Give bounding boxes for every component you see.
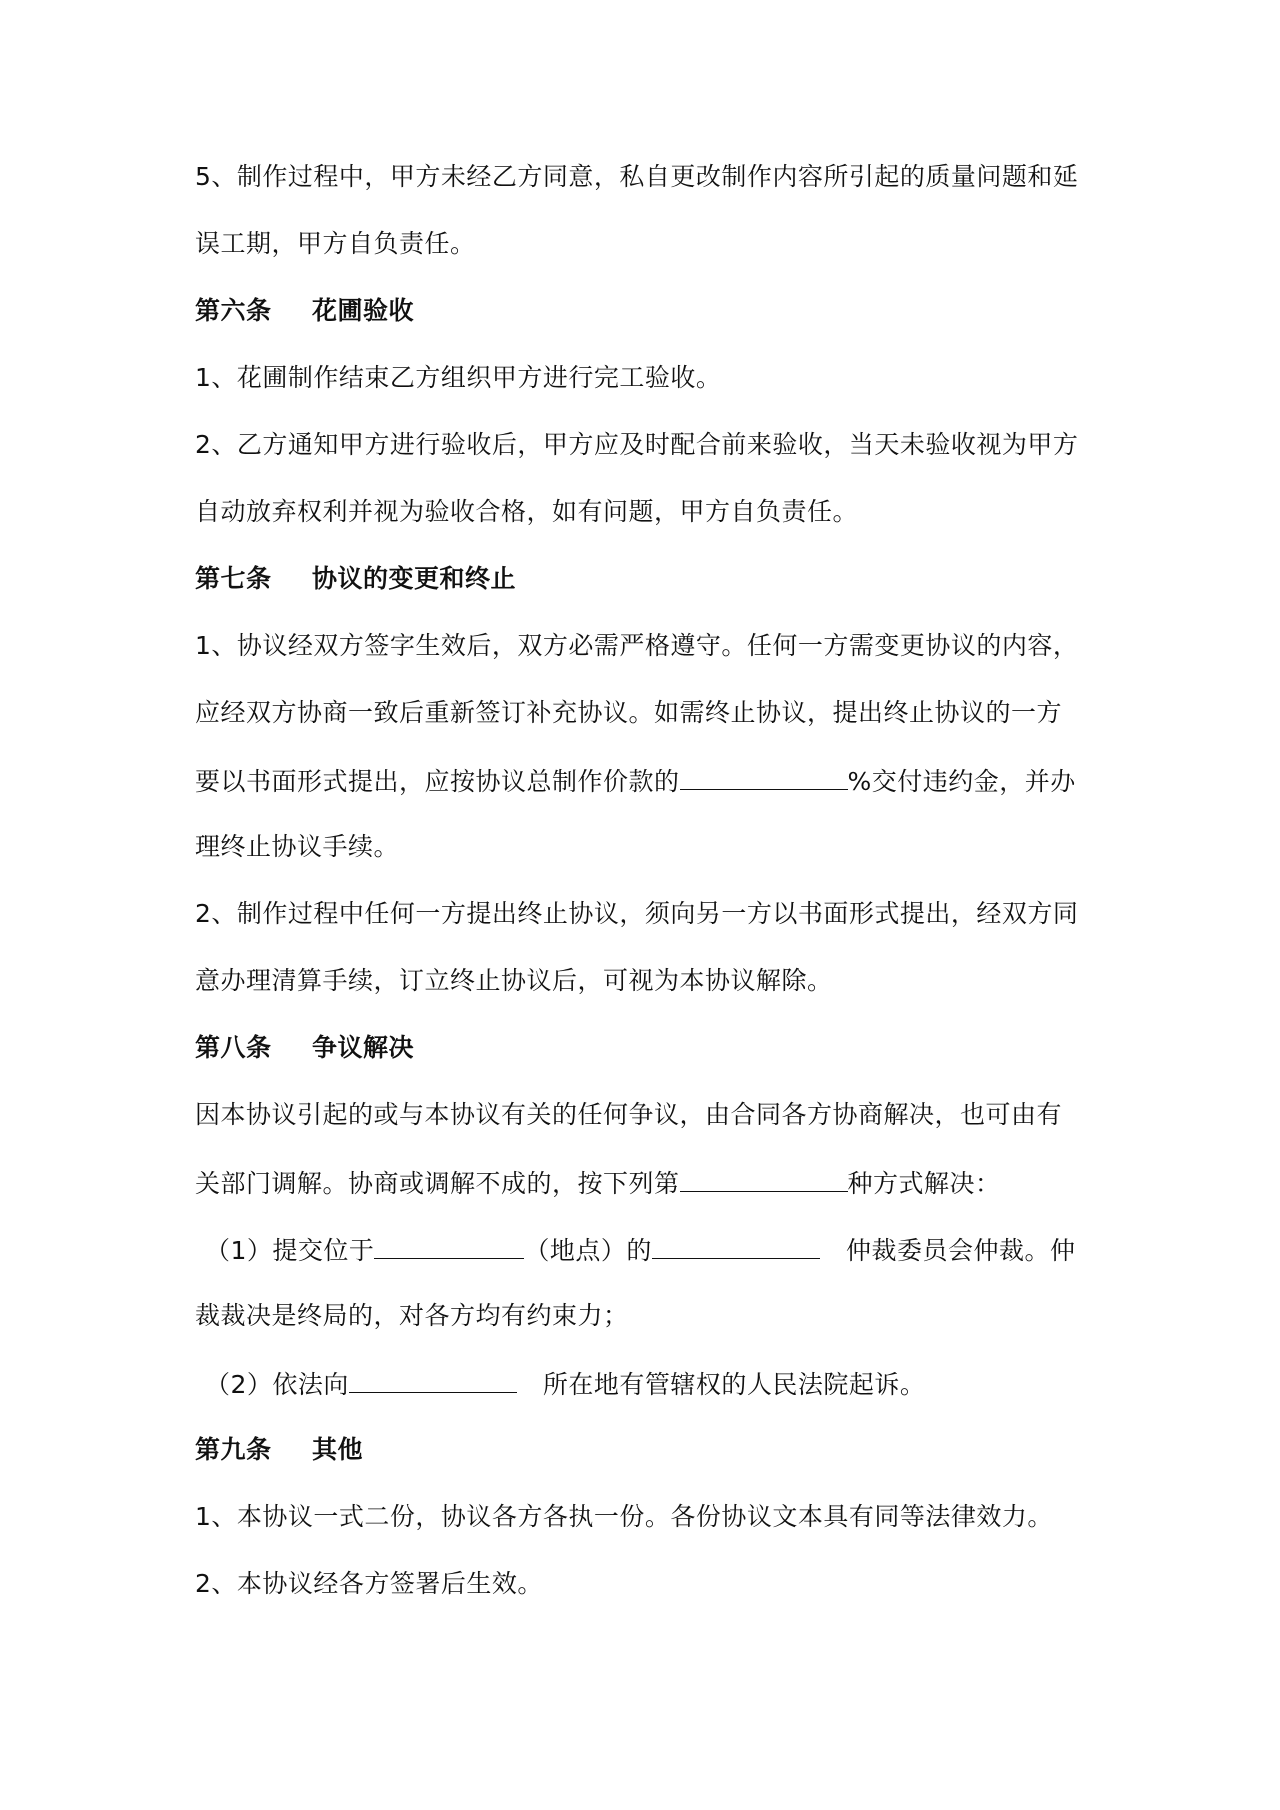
- section-heading-9: [195, 1435, 1105, 1465]
- section-number: 第八条: [195, 1033, 272, 1062]
- section-heading-7: [195, 564, 1105, 594]
- section-number: 第九条: [195, 1435, 272, 1464]
- paragraph-line: 2、制作过程中任何一方提出终止协议，须向另一方以书面形式提出，经双方同: [195, 899, 1079, 928]
- paragraph-line: 意办理清算手续，订立终止协议后，可视为本协议解除。: [195, 966, 833, 995]
- paragraph-line-with-blank: [195, 1167, 1105, 1197]
- paragraph-line: 1、本协议一式二份，协议各方各执一份。各份协议文本具有同等法律效力。: [195, 1502, 1053, 1531]
- fill-in-blank-location[interactable]: [374, 1234, 524, 1259]
- text-before-blank: 要以书面形式提出，应按协议总制作价款的: [195, 767, 680, 796]
- paragraph-line-with-blanks: [195, 1234, 1105, 1264]
- paragraph-line: 裁裁决是终局的，对各方均有约束力；: [195, 1301, 629, 1330]
- text-after-blank: 所在地有管辖权的人民法院起诉。: [542, 1370, 926, 1399]
- document-body: [195, 162, 1105, 1636]
- text-after-blank: 仲裁委员会仲裁。仲: [845, 1236, 1076, 1265]
- text-before-blank: （2）依法向: [205, 1370, 349, 1399]
- paragraph-line: 1、花圃制作结束乙方组织甲方进行完工验收。: [195, 363, 722, 392]
- paragraph-line: 应经双方协商一致后重新签订补充协议。如需终止协议，提出终止协议的一方: [195, 698, 1063, 727]
- paragraph-line: 因本协议引起的或与本协议有关的任何争议，由合同各方协商解决，也可由有: [195, 1100, 1063, 1129]
- section-title: 其他: [312, 1435, 364, 1464]
- fill-in-blank-method-number[interactable]: [680, 1167, 848, 1192]
- section-number: 第七条: [195, 564, 272, 593]
- text-before-blank: （1）提交位于: [205, 1236, 375, 1265]
- text-before-blank: 关部门调解。协商或调解不成的，按下列第: [195, 1169, 680, 1198]
- paragraph-line-with-blank: [195, 1368, 1105, 1398]
- paragraph-line-with-blank: [195, 765, 1105, 795]
- paragraph-line: 5、制作过程中，甲方未经乙方同意，私自更改制作内容所引起的质量问题和延: [195, 162, 1079, 191]
- paragraph-line: 1、协议经双方签字生效后，双方必需严格遵守。任何一方需变更协议的内容，: [195, 631, 1079, 660]
- fill-in-blank-court-location[interactable]: [349, 1368, 517, 1393]
- fill-in-blank-arbitration-commission[interactable]: [652, 1234, 820, 1259]
- section-title: 协议的变更和终止: [312, 564, 517, 593]
- text-between-blanks: （地点）的: [524, 1236, 652, 1265]
- paragraph-line: 理终止协议手续。: [195, 832, 400, 861]
- paragraph-line: 自动放弃权利并视为验收合格，如有问题，甲方自负责任。: [195, 497, 859, 526]
- paragraph-line: 2、乙方通知甲方进行验收后，甲方应及时配合前来验收，当天未验收视为甲方: [195, 430, 1079, 459]
- section-title: 争议解决: [312, 1033, 415, 1062]
- text-after-blank: %交付违约金，并办: [847, 767, 1076, 796]
- paragraph-line: 2、本协议经各方签署后生效。: [195, 1569, 543, 1598]
- section-heading-6: [195, 296, 1105, 326]
- section-heading-8: [195, 1033, 1105, 1063]
- paragraph-line: 误工期，甲方自负责任。: [195, 229, 476, 258]
- text-after-blank: 种方式解决：: [847, 1169, 1001, 1198]
- section-number: 第六条: [195, 296, 272, 325]
- section-title: 花圃验收: [312, 296, 415, 325]
- fill-in-blank-penalty-percent[interactable]: [680, 765, 848, 790]
